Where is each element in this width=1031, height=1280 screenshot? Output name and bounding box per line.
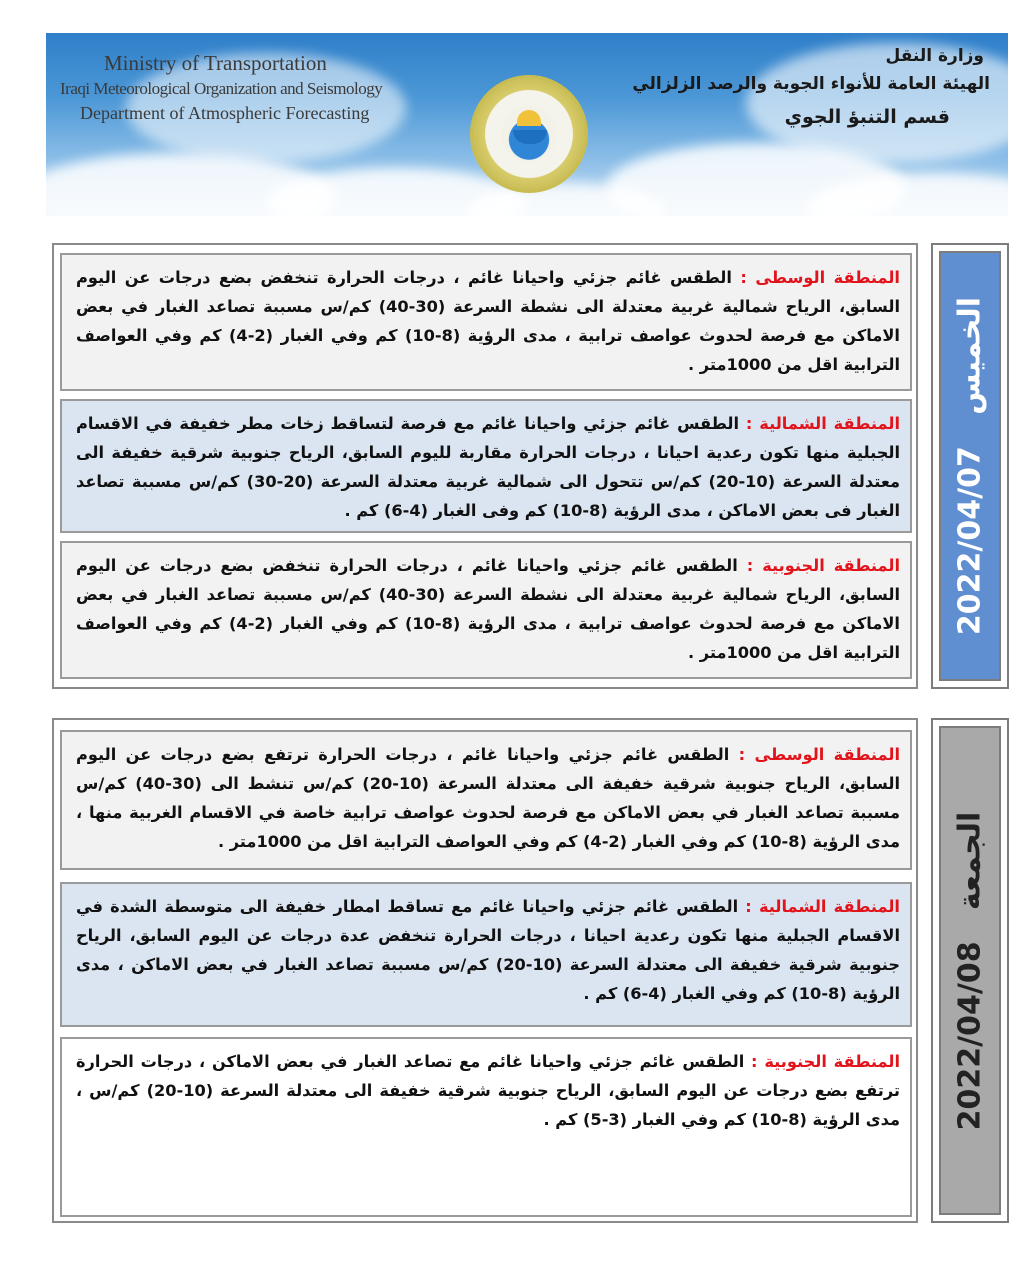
region-label: المنطقة الوسطى bbox=[754, 745, 901, 764]
region-forecast-text: الطقس غائم جزئي واحيانا غائم مع تصاعد الغبار في بعض الاماكن ، درجات الحرارة ترتفع بضع درجات عن اليوم السابق، الرياح جنوبية شرقية خفيفة الى معتدلة السرعة (10-20) كم/س ، مدى الرؤية (8-10) كم وفي الغبار (3-5) كم . bbox=[76, 1052, 900, 1129]
ministry-name-en: Ministry of Transportation bbox=[104, 51, 327, 75]
region-north: المنطقة الشمالية : الطقس غائم جزئي واحيانا غائم مع تساقط امطار خفيفة الى متوسطة الشدة في الاقسام الجبلية منها تكون رعدية احيانا ، درجات الحرارة تنخفض عدة درجات عن اليوم السابق، الرياح جنوبية شرقية خفيفة الى معتدلة السرعة (10-20) كم/س مسببة تصاعد الغبار في بعض الاماكن ، مدى الرؤية (8-10) كم وفي الغبار (4-6) كم . bbox=[60, 882, 912, 1027]
region-label: المنطقة الجنوبية bbox=[764, 1052, 900, 1071]
date-label bbox=[953, 811, 988, 1130]
organization-logo bbox=[470, 75, 588, 193]
date-tab-friday bbox=[931, 718, 1009, 1223]
region-central: المنطقة الوسطى : الطقس غائم جزئي واحيانا غائم ، درجات الحرارة ترتفع بضع درجات عن اليوم السابق، الرياح جنوبية شرقية خفيفة الى معتدلة السرعة (10-20) كم/س تنشط الى (30-40) كم/س مسببة تصاعد الغبار في بعض الاماكن مع فرصة لحدوث عواصف ترابية خاصة في الاقسام الغربية منها ، مدى الرؤية (8-10) كم وفي الغبار (2-4) كم وفي العواصف الترابية اقل من 1000متر . bbox=[60, 730, 912, 870]
department-name-ar: قسم التنبؤ الجوي bbox=[784, 106, 950, 128]
region-label: المنطقة الشمالية bbox=[758, 897, 900, 916]
region-label: المنطقة الشمالية bbox=[759, 414, 900, 433]
region-central: المنطقة الوسطى : الطقس غائم جزئي واحيانا غائم ، درجات الحرارة تنخفض بضع درجات عن اليوم السابق، الرياح شمالية غربية معتدلة الى نشطة السرعة (30-40) كم/س مسببة تصاعد الغبار في بعض الاماكن مع فرصة لحدوث عواصف ترابية ، مدى الرؤية (8-10) كم وفي الغبار (2-4) كم وفي العواصف الترابية اقل من 1000متر . bbox=[60, 253, 912, 391]
date-tab-thursday bbox=[931, 243, 1009, 689]
organization-name-ar: الهيئة العامة للأنواء الجوية والرصد الزلزالي bbox=[632, 74, 990, 94]
day-section-thursday bbox=[52, 243, 918, 689]
region-south: المنطقة الجنوبية : الطقس غائم جزئي واحيانا غائم ، درجات الحرارة تنخفض بضع درجات عن اليوم السابق، الرياح شمالية غربية معتدلة الى نشطة السرعة (30-40) كم/س مسببة تصاعد الغبار في بعض الاماكن مع فرصة لحدوث عواصف ترابية ، مدى الرؤية (8-10) كم وفي الغبار (2-4) كم وفي العواصف الترابية اقل من 1000متر . bbox=[60, 541, 912, 679]
region-forecast-text: الطقس غائم جزئي واحيانا غائم ، درجات الحرارة تنخفض بضع درجات عن اليوم السابق، الرياح شمالية غربية معتدلة الى نشطة السرعة (30-40) كم/س مسببة تصاعد الغبار في بعض الاماكن مع فرصة لحدوث عواصف ترابية ، مدى الرؤية (8-10) كم وفي الغبار (2-4) كم وفي العواصف الترابية اقل من 1000متر . bbox=[76, 556, 900, 662]
day-section-friday bbox=[52, 718, 918, 1223]
region-south: المنطقة الجنوبية : الطقس غائم جزئي واحيانا غائم مع تصاعد الغبار في بعض الاماكن ، درجات الحرارة ترتفع بضع درجات عن اليوم السابق، الرياح جنوبية شرقية خفيفة الى معتدلة السرعة (10-20) كم/س ، مدى الرؤية (8-10) كم وفي الغبار (3-5) كم . bbox=[60, 1037, 912, 1217]
region-forecast-text: الطقس غائم جزئي واحيانا غائم مع تساقط امطار خفيفة الى متوسطة الشدة في الاقسام الجبلية منها تكون رعدية احيانا ، درجات الحرارة تنخفض عدة درجات عن اليوم السابق، الرياح جنوبية شرقية خفيفة الى معتدلة السرعة (10-20) كم/س مسببة تصاعد الغبار في بعض الاماكن ، مدى الرؤية (8-10) كم وفي الغبار (4-6) كم . bbox=[76, 897, 901, 1003]
arabic-header bbox=[630, 43, 990, 135]
date-label bbox=[953, 297, 988, 635]
organization-name-en: Iraqi Meteorological Organization and Seismology bbox=[60, 79, 383, 98]
region-forecast-text: الطقس غائم جزئي واحيانا غائم ، درجات الحرارة ترتفع بضع درجات عن اليوم السابق، الرياح جنوبية شرقية خفيفة الى معتدلة السرعة (10-20) كم/س تنشط الى (30-40) كم/س مسببة تصاعد الغبار في بعض الاماكن مع فرصة لحدوث عواصف ترابية خاصة في الاقسام الغربية منها ، مدى الرؤية (8-10) كم وفي الغبار (2-4) كم وفي العواصف الترابية اقل من 1000متر . bbox=[76, 745, 900, 851]
english-header bbox=[60, 51, 390, 126]
day-name: الجمعة bbox=[952, 811, 988, 910]
region-forecast-text: الطقس غائم جزئي واحيانا غائم ، درجات الحرارة تنخفض بضع درجات عن اليوم السابق، الرياح شمالية غربية معتدلة الى نشطة السرعة (30-40) كم/س مسببة تصاعد الغبار في بعض الاماكن مع فرصة لحدوث عواصف ترابية ، مدى الرؤية (8-10) كم وفي الغبار (2-4) كم وفي العواصف الترابية اقل من 1000متر . bbox=[76, 268, 900, 374]
department-name-en: Department of Atmospheric Forecasting bbox=[80, 103, 370, 123]
region-north: المنطقة الشمالية : الطقس غائم جزئي واحيانا غائم مع فرصة لتساقط زخات مطر خفيفة في الاقسام الجبلية منها تكون رعدية احيانا ، درجات الحرارة مقاربة لليوم السابق، الرياح جنوبية شرقية خفيفة الى معتدلة السرعة (10-20) كم/س تتحول الى شمالية غربية معتدلة السرعة (20-30) كم/س مسببة تصاعد الغبار فى بعض الاماكن ، مدى الرؤية (8-10) كم وفى الغبار (4-6) كم . bbox=[60, 399, 912, 533]
ministry-name-ar: وزارة النقل bbox=[885, 46, 984, 66]
region-label: المنطقة الوسطى bbox=[755, 268, 900, 287]
date-value: 2022/04/07 bbox=[952, 446, 988, 636]
region-label: المنطقة الجنوبية bbox=[762, 556, 901, 575]
region-forecast-text: الطقس غائم جزئي واحيانا غائم مع فرصة لتساقط زخات مطر خفيفة في الاقسام الجبلية منها تكون رعدية احيانا ، درجات الحرارة مقاربة لليوم السابق، الرياح جنوبية شرقية خفيفة الى معتدلة السرعة (10-20) كم/س تتحول الى شمالية غربية معتدلة السرعة (20-30) كم/س مسببة تصاعد الغبار فى بعض الاماكن ، مدى الرؤية (8-10) كم وفى الغبار (4-6) كم . bbox=[76, 414, 900, 520]
date-value: 2022/04/08 bbox=[952, 940, 988, 1130]
day-name: الخميس bbox=[952, 296, 988, 415]
header-banner bbox=[46, 33, 1008, 216]
